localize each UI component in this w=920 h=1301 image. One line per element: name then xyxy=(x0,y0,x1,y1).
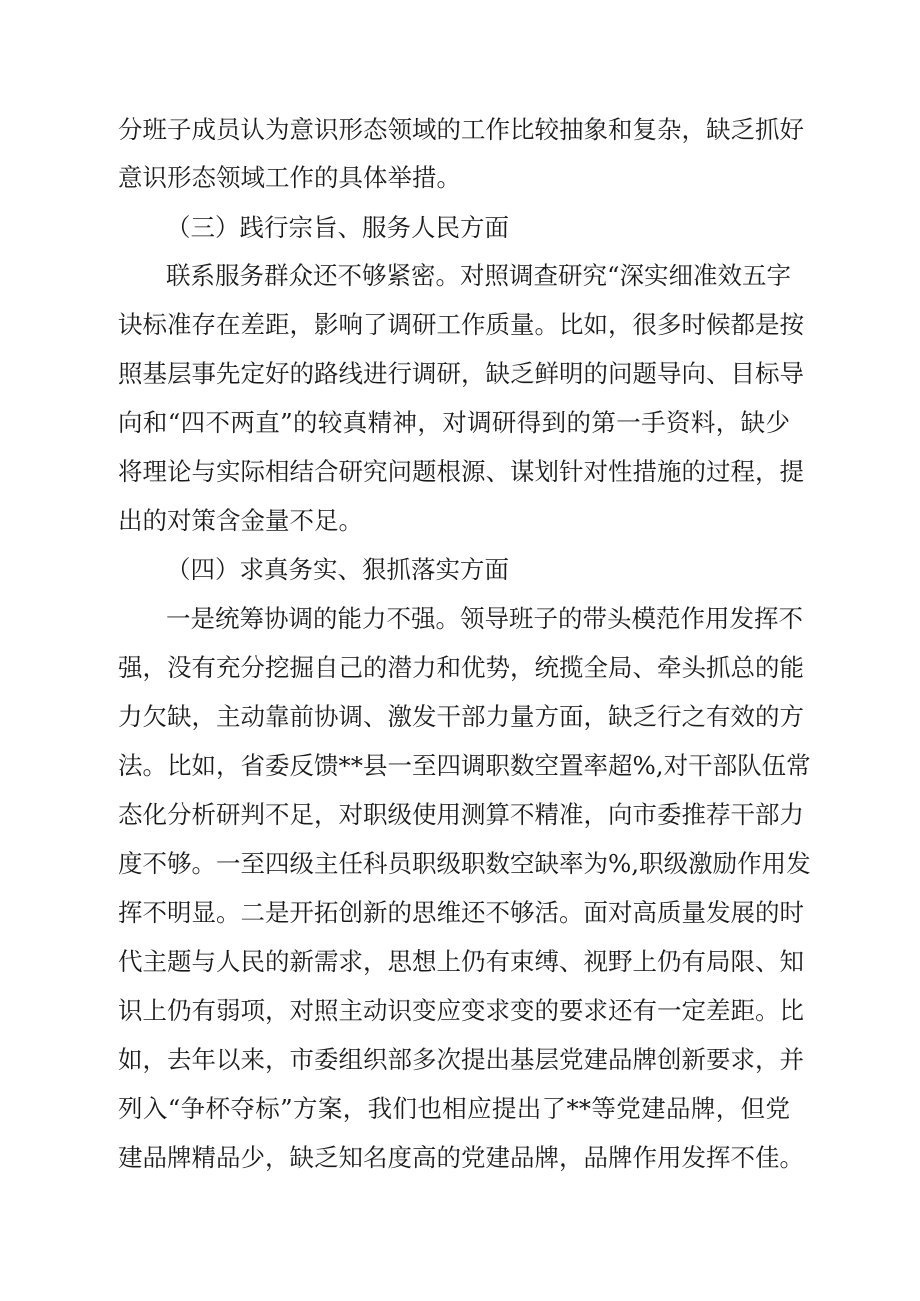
section-heading-4: （四）求真务实、狠抓落实方面 xyxy=(166,555,509,584)
paragraph-line: 态化分析研判不足，对职级使用测算不精准，向市委推荐干部力 xyxy=(118,800,804,829)
paragraph-line: 诀标准存在差距，影响了调研工作质量。比如，很多时候都是按 xyxy=(118,310,804,339)
paragraph-line: 向和“四不两直”的较真精神，对调研得到的第一手资料，缺少 xyxy=(118,408,790,437)
paragraph-line: 法。比如，省委反馈**县一至四调职数空置率超%,对干部队伍常 xyxy=(118,751,811,780)
paragraph-line: 联系服务群众还不够紧密。对照调查研究“深实细准效五字 xyxy=(166,261,792,290)
paragraph-line: 列入“争杯夺标”方案，我们也相应提出了**等党建品牌，但党 xyxy=(118,1094,790,1123)
section-heading-3: （三）践行宗旨、服务人民方面 xyxy=(166,213,509,242)
paragraph-line: 如，去年以来，市委组织部多次提出基层党建品牌创新要求，并 xyxy=(118,1045,804,1074)
paragraph-line: 挥不明显。二是开拓创新的思维还不够活。面对高质量发展的时 xyxy=(118,898,804,927)
paragraph-line: 建品牌精品少，缺乏知名度高的党建品牌，品牌作用发挥不佳。 xyxy=(118,1143,804,1172)
paragraph-line: 强，没有充分挖掘自己的潜力和优势，统揽全局、牵头抓总的能 xyxy=(118,653,804,682)
paragraph-line: 照基层事先定好的路线进行调研，缺乏鲜明的问题导向、目标导 xyxy=(118,359,804,388)
paragraph-line: 代主题与人民的新需求，思想上仍有束缚、视野上仍有局限、知 xyxy=(118,947,804,976)
paragraph-line: 度不够。一至四级主任科员职级职数空缺率为%,职级激励作用发 xyxy=(118,849,811,878)
paragraph-line: 识上仍有弱项，对照主动识变应变求变的要求还有一定差距。比 xyxy=(118,996,804,1025)
paragraph-line: 出的对策含金量不足。 xyxy=(118,506,363,535)
paragraph-line: 分班子成员认为意识形态领域的工作比较抽象和复杂，缺乏抓好 xyxy=(118,115,804,144)
paragraph-line: 将理论与实际相结合研究问题根源、谋划针对性措施的过程，提 xyxy=(118,457,804,486)
paragraph-line: 意识形态领域工作的具体举措。 xyxy=(118,163,461,192)
paragraph-line: 力欠缺，主动靠前协调、激发干部力量方面，缺乏行之有效的方 xyxy=(118,702,804,731)
paragraph-line: 一是统筹协调的能力不强。领导班子的带头模范作用发挥不 xyxy=(166,604,803,633)
